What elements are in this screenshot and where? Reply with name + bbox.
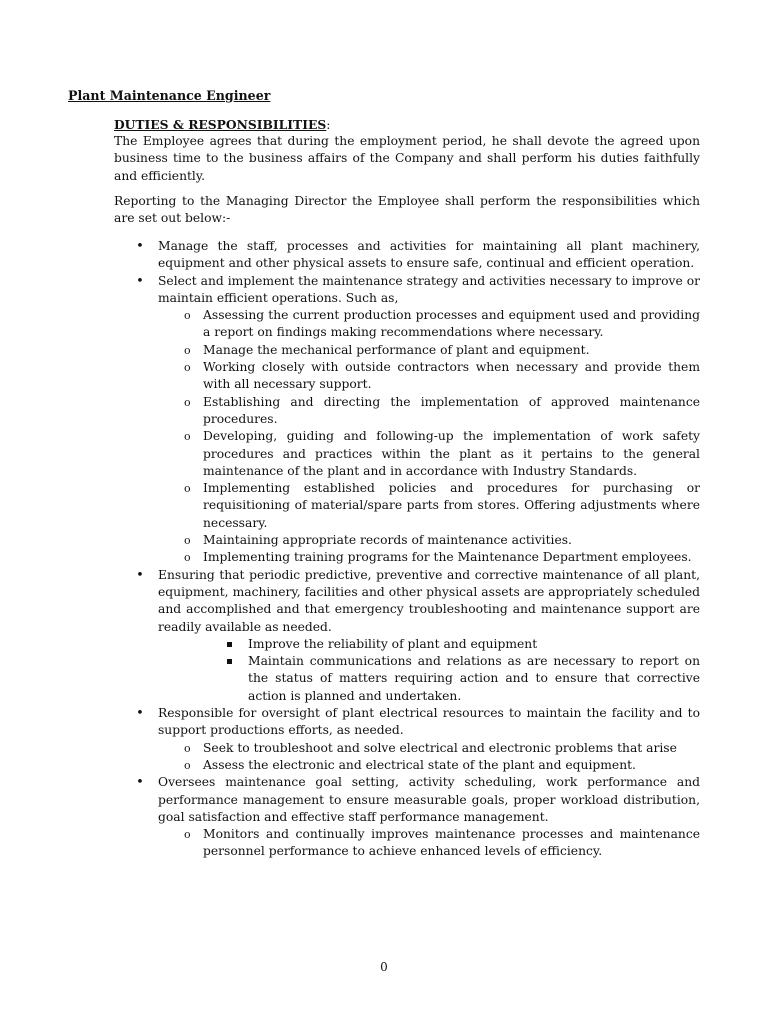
sub-duty-item bbox=[179, 532, 700, 549]
duty-item bbox=[134, 567, 700, 705]
circle-bullet-icon: o bbox=[184, 343, 191, 357]
circle-bullet-icon: o bbox=[184, 395, 191, 409]
sub-duty-text: Manage the mechanical performance of plant and equipment. bbox=[203, 342, 590, 357]
sub-duty-text: Working closely with outside contractors when necessary and provide them with all necessary support. bbox=[203, 360, 700, 392]
sub-duty-item bbox=[179, 480, 700, 532]
bullet-icon: • bbox=[136, 775, 144, 791]
duty-text: Oversees maintenance goal setting, activity scheduling, work performance and performance management to ensure measurable goals, proper workload distribution, goal satisfaction and effective staff performance management. bbox=[158, 775, 700, 824]
square-sub-item bbox=[224, 653, 700, 705]
duty-text: Select and implement the maintenance strategy and activities necessary to improve or maintain efficient operations. Such as, bbox=[158, 273, 700, 305]
sub-duty-item bbox=[179, 307, 700, 342]
section-heading bbox=[114, 116, 700, 134]
duty-item bbox=[134, 238, 700, 273]
section-heading-text: DUTIES & RESPONSIBILITIES bbox=[114, 117, 327, 132]
page-number: 0 bbox=[380, 960, 388, 974]
circle-bullet-icon: o bbox=[184, 361, 191, 375]
sub-duty-text: Monitors and continually improves maintenance processes and maintenance personnel performance to achieve enhanced levels of efficiency. bbox=[203, 827, 700, 859]
sub-duty-text: Establishing and directing the implementation of approved maintenance procedures. bbox=[203, 394, 700, 426]
bullet-icon: • bbox=[136, 239, 144, 254]
sub-duty-text: Assessing the current production processes and equipment used and providing a report on findings making recommendations where necessary. bbox=[203, 308, 700, 340]
sub-duty-text: Implementing established policies and procedures for purchasing or requisitioning of material/spare parts from stores. Offering adjustments where necessary. bbox=[203, 481, 700, 530]
intro-paragraph bbox=[114, 133, 700, 185]
circle-bullet-icon: o bbox=[184, 828, 191, 842]
reporting-text: Reporting to the Managing Director the Employee shall perform the responsibilities which are set out below:- bbox=[114, 194, 700, 226]
sub-duty-text: Developing, guiding and following-up the implementation of work safety procedures and practices within the plant as it pertains to the general maintenance of the plant and in accordance with Industry Standards. bbox=[203, 429, 700, 478]
sub-duty-text: Assess the electronic and electrical state of the plant and equipment. bbox=[203, 757, 636, 772]
sub-duties-list bbox=[179, 826, 700, 861]
duty-text: Manage the staff, processes and activities for maintaining all plant machinery, equipment and other physical assets to ensure safe, continual and efficient operation. bbox=[158, 239, 700, 271]
document-title: Plant Maintenance Engineer bbox=[68, 88, 271, 103]
bullet-icon: • bbox=[136, 273, 144, 289]
sub-duty-item bbox=[179, 740, 700, 757]
square-bullet-icon bbox=[227, 642, 232, 647]
square-sub-list bbox=[224, 636, 700, 705]
circle-bullet-icon: o bbox=[184, 309, 191, 323]
duty-item bbox=[134, 774, 700, 860]
bullet-icon: • bbox=[136, 706, 144, 722]
sub-duty-item bbox=[179, 394, 700, 429]
duty-text: Ensuring that periodic predictive, preventive and corrective maintenance of all plant, equipment, machinery, facilities and other physical assets are appropriately scheduled and accomplished and that emergency troubleshooting and maintenance support are readily available as needed. bbox=[158, 567, 700, 634]
bullet-icon: • bbox=[136, 567, 144, 583]
sub-duty-text: Implementing training programs for the Maintenance Department employees. bbox=[203, 550, 692, 565]
reporting-paragraph bbox=[114, 193, 700, 228]
circle-bullet-icon: o bbox=[184, 741, 191, 755]
circle-bullet-icon: o bbox=[184, 534, 191, 548]
sub-duty-item bbox=[179, 428, 700, 480]
intro-text: The Employee agrees that during the employment period, he shall devote the agreed upon business time to the business affairs of the Company and shall perform his duties faithfully and efficiently. bbox=[114, 134, 700, 183]
square-sub-text: Maintain communications and relations as are necessary to report on the status of matters requiring action and to ensure that corrective action is planned and undertaken. bbox=[248, 654, 700, 703]
circle-bullet-icon: o bbox=[184, 551, 191, 565]
square-sub-text: Improve the reliability of plant and equipment bbox=[248, 636, 538, 651]
section-heading-colon: : bbox=[326, 118, 331, 132]
sub-duty-item bbox=[179, 757, 700, 774]
sub-duty-item bbox=[179, 826, 700, 861]
duty-item bbox=[134, 705, 700, 774]
duty-item bbox=[134, 273, 700, 567]
duty-text: Responsible for oversight of plant electrical resources to maintain the facility and to support productions efforts, as needed. bbox=[158, 706, 700, 738]
circle-bullet-icon: o bbox=[184, 758, 191, 772]
square-bullet-icon bbox=[227, 659, 232, 664]
sub-duty-item bbox=[179, 342, 700, 359]
sub-duty-item bbox=[179, 359, 700, 394]
sub-duty-text: Seek to troubleshoot and solve electrical and electronic problems that arise bbox=[203, 740, 677, 755]
square-sub-item bbox=[224, 636, 700, 653]
sub-duty-item bbox=[179, 549, 700, 566]
sub-duties-list bbox=[179, 740, 700, 775]
sub-duty-text: Maintaining appropriate records of maintenance activities. bbox=[203, 533, 572, 548]
sub-duties-list bbox=[179, 307, 700, 566]
circle-bullet-icon: o bbox=[184, 482, 191, 496]
duties-list bbox=[134, 238, 700, 861]
circle-bullet-icon: o bbox=[184, 430, 191, 444]
